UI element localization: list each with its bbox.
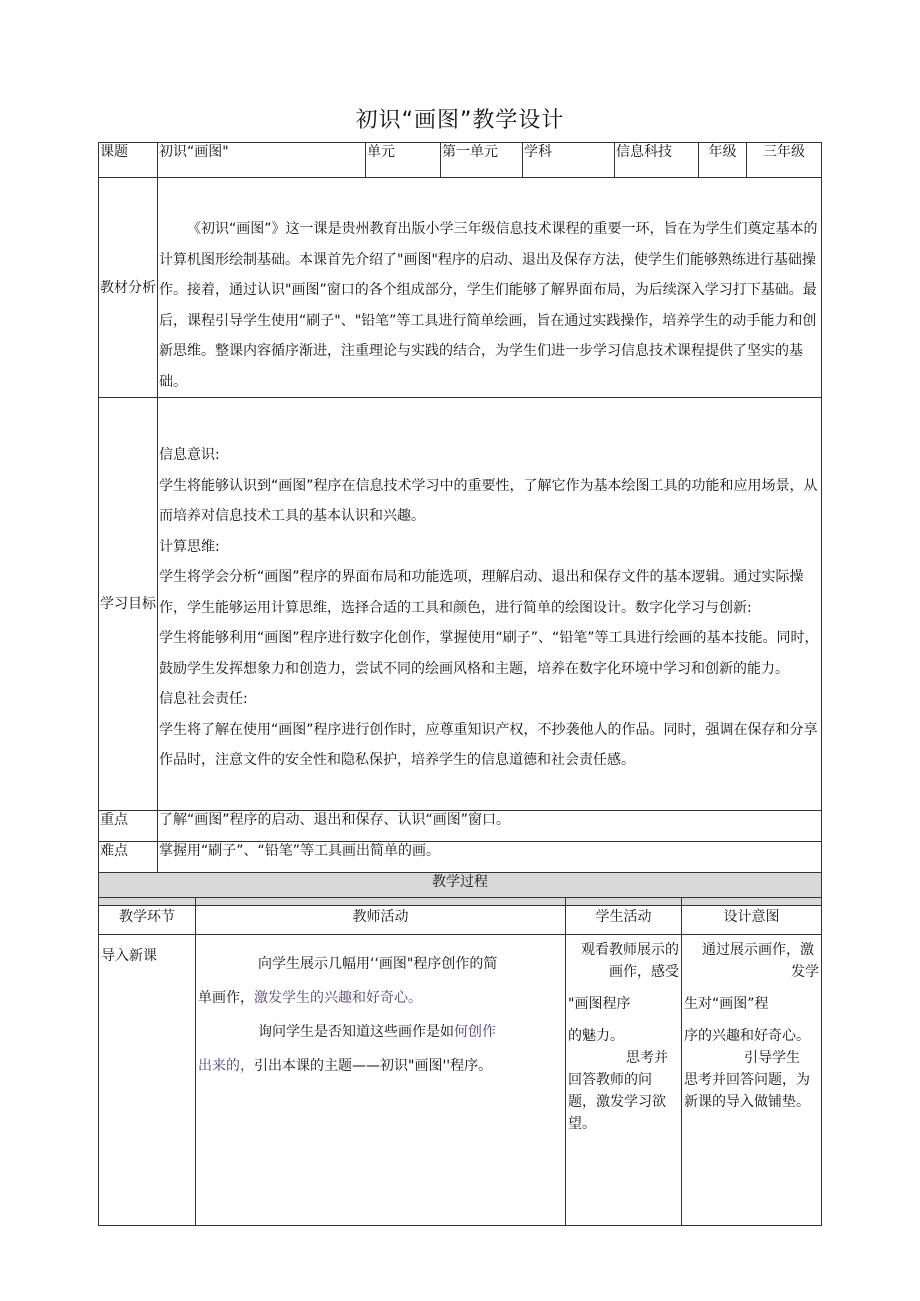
design-line-6: 思考并回答问题，为新课的导入做铺垫。	[684, 1072, 810, 1110]
design-line-1: 通过展示画作，激	[702, 942, 814, 958]
subject-value: 信息科技	[615, 143, 699, 178]
analysis-label: 教材分析	[99, 178, 158, 398]
stage-intro: 导入新课	[99, 935, 196, 1226]
teacher-text-2b: 激发学生的兴趣和好奇心。	[254, 990, 422, 1006]
design-line-4: 序的兴趣和好奇心。	[684, 1028, 810, 1044]
student-line-4: 的魅力。	[568, 1028, 624, 1044]
analysis-text: 《初识“画图”》这一课是贵州教育出版小学三年级信息技术课程的重要一环，旨在为学生们奠定基本的计算机图形绘制基础。本课首先介绍了"画图"程序的启动、退出及保存方法，使学生们能够熟练进行基础操作。接着，通过认识"画图”窗口的各个组成部分，学生们能够了解界面布局，为后续深入学习打下基础。最后，课程引导学生使用“刷子"、"铅笔”等工具进行简单绘画，旨在通过实践操作，培养学生的动手能力和创新思维。整课内容循序渐进，注重理论与实践的结合，为学生们进一步学习信息技术课程提供了坚实的基础。	[158, 178, 822, 398]
teacher-line-1: 向学生展示几幅用‘‘画图"程序创作的简	[258, 956, 498, 972]
teacher-text-4a: 出来的，	[198, 1058, 254, 1074]
teacher-line-4	[198, 1049, 563, 1083]
teacher-line-3	[198, 1015, 563, 1049]
col-student: 学生活动	[566, 898, 682, 935]
student-line-2: 画作，感受	[609, 964, 679, 980]
goal-text-computing: 学生将学会分析“画图”程序的界面布局和功能选项，理解启动、退出和保存文件的基本逻辑。通过实际操作，学生能够运用计算思维，选择合适的工具和颜色，进行简单的绘图设计。数字化学习与创新:	[159, 569, 804, 616]
goal-text-digital: 学生将能够利用“画图”程序进行数字化创作，掌握使用“刷子”、“铅笔”等工具进行绘画的基本技能。同时，鼓励学生发挥想象力和创造力，尝试不同的绘画风格和主题，培养在数字化环境中学习和创新的能力。	[159, 630, 819, 677]
difficulty-row	[99, 842, 822, 873]
course-label: 课题	[99, 143, 158, 178]
col-teacher: 教师活动	[196, 898, 566, 935]
design-line-5: 引导学生	[744, 1050, 800, 1066]
unit-value: 第一单元	[441, 143, 523, 178]
col-design: 设计意图	[682, 898, 822, 935]
goal-heading-responsibility: 信息社会责任:	[159, 691, 248, 707]
process-table	[98, 897, 822, 1226]
student-activity	[566, 935, 682, 1226]
teacher-line-2	[198, 981, 563, 1015]
process-row-intro	[99, 935, 822, 1226]
goals-label: 学习目标	[99, 398, 158, 811]
grade-label: 年级	[699, 143, 747, 178]
key-point-label: 重点	[99, 811, 158, 842]
design-line-2: 发学	[791, 964, 819, 980]
course-value: 初识“画图"	[158, 143, 366, 178]
key-point-row	[99, 811, 822, 842]
header-row	[99, 143, 822, 178]
process-header-row	[99, 898, 822, 935]
grade-value: 三年级	[747, 143, 822, 178]
goal-text-responsibility: 学生将了解在使用“画图”程序进行创作时，应尊重知识产权，不抄袭他人的作品。同时，强调在保存和分享作品时，注意文件的安全性和隐私保护，培养学生的信息道德和社会责任感。	[159, 721, 818, 768]
goals-text	[158, 398, 822, 811]
teacher-activity	[196, 935, 566, 1226]
document-title: 初识“画图”教学设计	[355, 108, 565, 133]
design-intent	[682, 935, 822, 1226]
teacher-text-3b: 何创作	[454, 1024, 496, 1040]
student-line-6: 回答教师的问题，激发学习欲望。	[568, 1072, 666, 1132]
goal-heading-info: 信息意识:	[159, 447, 220, 463]
design-line-3: 生对“画图”程	[684, 996, 769, 1012]
process-section-title: 教学过程	[99, 873, 822, 906]
student-line-5: 思考并	[626, 1050, 668, 1066]
subject-label: 学科	[523, 143, 615, 178]
difficulty-text: 掌握用“刷子”、“铅笔”等工具画出简单的画。	[158, 842, 822, 873]
student-line-1: 观看教师展示的	[581, 942, 679, 958]
analysis-row	[99, 178, 822, 398]
teacher-text-3a: 询问学生是否知道这些画作是如	[258, 1024, 454, 1040]
goal-heading-computing: 计算思维:	[159, 538, 220, 555]
col-stage: 教学环节	[99, 898, 196, 935]
unit-label: 单元	[366, 143, 441, 178]
lesson-info-table	[98, 142, 822, 906]
student-line-3: "画图程序	[568, 996, 631, 1012]
goal-text-info: 学生将能够认识到“画图”程序在信息技术学习中的重要性，了解它作为基本绘图工具的功能和应用场景，从而培养对信息技术工具的基本认识和兴趣。	[159, 477, 818, 524]
difficulty-label: 难点	[99, 842, 158, 873]
key-point-text: 了解“画图”程序的启动、退出和保存、认识“画图”窗口。	[158, 811, 822, 842]
teacher-text-4b: 引出本课的主题——初识"画图''程序。	[254, 1058, 493, 1074]
goals-row	[99, 398, 822, 811]
teacher-text-2a: 单画作，	[198, 990, 254, 1006]
